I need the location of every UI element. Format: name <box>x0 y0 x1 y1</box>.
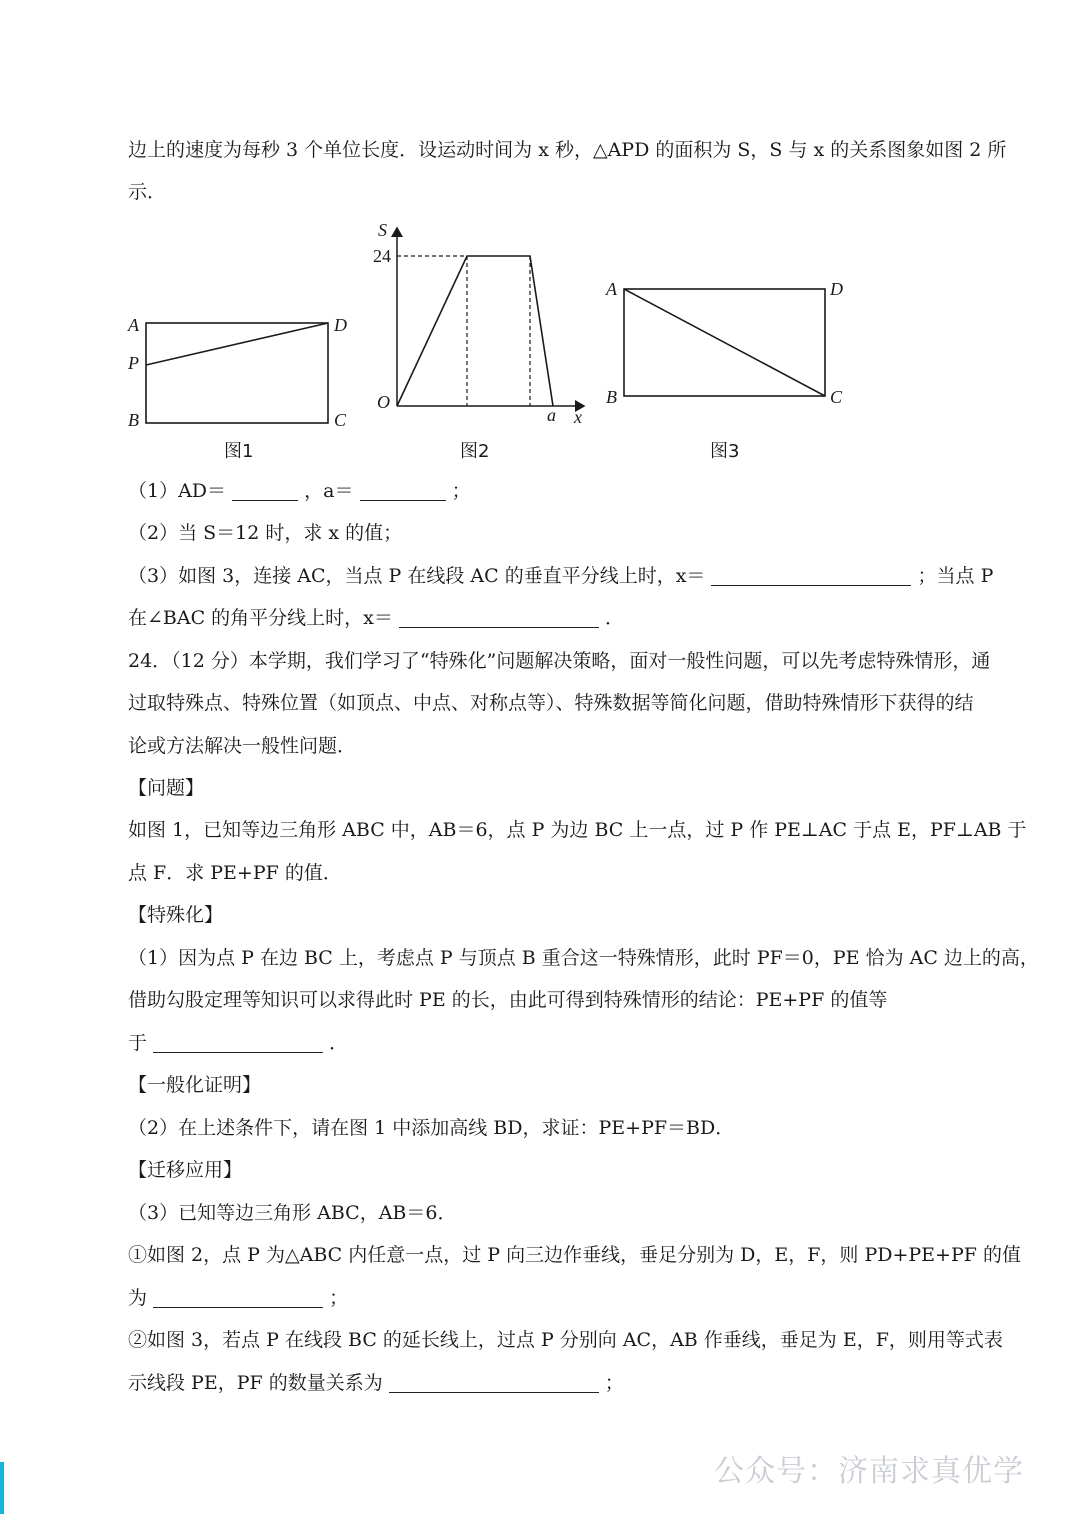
q23-part3-line1: （3）如图 3，连接 AC，当点 P 在线段 AC 的垂直平分线上时，x＝ ；当点 P <box>128 565 994 587</box>
answer-blank-a[interactable] <box>360 480 446 501</box>
q23-part3-line2: 在∠BAC 的角平分线上时，x＝ ． <box>128 607 625 629</box>
q24-intro-1: 24．（12 分）本学期，我们学习了“特殊化”问题解决策略，面对一般性问题，可以先考虑特殊情形，通 <box>128 650 991 672</box>
left-edge-accent <box>0 1462 4 1514</box>
q24-special-1: （1）因为点 P 在边 BC 上，考虑点 P 与顶点 B 重合这一特殊情形，此时 PF＝0，PE 恰为 AC 边上的高， <box>128 947 1039 969</box>
figure-3 <box>605 279 843 407</box>
fig2-label-o: O <box>377 392 390 412</box>
q24-problem-1: 如图 1，已知等边三角形 ABC 中，AB＝6，点 P 为边 BC 上一点，过 P 作 PE⊥AC 于点 E，PF⊥AB 于 <box>128 819 1027 841</box>
fig2-label-x: x <box>574 407 582 427</box>
q23-part2: （2）当 S＝12 时，求 x 的值； <box>128 522 403 544</box>
watermark: 公众号：济南求真优学 <box>714 1454 1024 1489</box>
q24-apply-1: （3）已知等边三角形 ABC，AB＝6． <box>128 1202 457 1224</box>
fig1-label-c: C <box>334 410 347 430</box>
fig2-label-a: a <box>547 405 556 425</box>
fig3-label-a: A <box>606 279 617 299</box>
q24-special-3: 于 ． <box>128 1032 349 1054</box>
fig1-caption: 图1 <box>224 441 254 462</box>
q24-heading-general: 【一般化证明】 <box>128 1074 262 1096</box>
q24-apply-5: 示线段 PE，PF 的数量关系为 ； <box>128 1372 624 1394</box>
q24-special-2: 借助勾股定理等知识可以求得此时 PE 的长，由此可得到特殊情形的结论：PE+PF 的值等 <box>128 989 888 1011</box>
answer-blank-pd-pe-pf[interactable] <box>153 1287 323 1308</box>
answer-blank-x-bisector[interactable] <box>399 607 599 628</box>
fig2-tick-24: 24 <box>373 246 391 266</box>
answer-blank-x-perpendicular[interactable] <box>711 565 911 586</box>
q24-intro-3: 论或方法解决一般性问题． <box>128 735 357 757</box>
fig1-label-d: D <box>334 315 347 335</box>
fig1-label-b: B <box>128 410 139 430</box>
figure-2 <box>373 220 584 427</box>
fig3-diagonal-ac <box>624 289 825 396</box>
answer-blank-pe-pf-relation[interactable] <box>389 1372 599 1393</box>
q24-problem-2: 点 F．求 PE+PF 的值． <box>128 862 342 884</box>
fig3-label-c: C <box>830 387 843 407</box>
q24-apply-2: ①如图 2，点 P 为△ABC 内任意一点，过 P 向三边作垂线，垂足分别为 D，E，F，则 PD+PE+PF 的值 <box>128 1244 1021 1266</box>
fig1-label-p: P <box>128 353 139 373</box>
fig1-rectangle <box>146 323 328 423</box>
q24-heading-apply: 【迁移应用】 <box>128 1159 243 1181</box>
intro-line-2: 示． <box>128 181 167 203</box>
q24-heading-problem: 【问题】 <box>128 777 205 799</box>
intro-line-1: 边上的速度为每秒 3 个单位长度．设运动时间为 x 秒，△APD 的面积为 S，S 与 x 的关系图象如图 2 所 <box>128 139 1007 161</box>
fig1-label-a: A <box>128 315 139 335</box>
fig3-caption: 图3 <box>710 441 740 462</box>
fig3-label-b: B <box>606 387 617 407</box>
q24-heading-special: 【特殊化】 <box>128 904 224 926</box>
fig2-caption: 图2 <box>460 441 490 462</box>
figures-svg <box>0 0 1080 470</box>
fig2-label-s: S <box>378 220 387 240</box>
q24-general-1: （2）在上述条件下，请在图 1 中添加高线 BD，求证：PE+PF＝BD． <box>128 1117 735 1139</box>
fig1-segment-pd <box>146 323 328 365</box>
answer-blank-pe-pf[interactable] <box>153 1032 323 1053</box>
q24-apply-3: 为 ； <box>128 1287 349 1309</box>
answer-blank-ad[interactable] <box>232 480 298 501</box>
q24-apply-4: ②如图 3，若点 P 在线段 BC 的延长线上，过点 P 分别向 AC，AB 作垂线，垂足为 E，F，则用等式表 <box>128 1329 1003 1351</box>
fig3-label-d: D <box>830 279 843 299</box>
figure-1 <box>127 315 347 430</box>
q24-intro-2: 过取特殊点、特殊位置（如顶点、中点、对称点等）、特殊数据等简化问题，借助特殊情形下获得的结 <box>128 692 974 714</box>
q23-part1: （1）AD＝ ，a＝ ； <box>128 480 471 502</box>
